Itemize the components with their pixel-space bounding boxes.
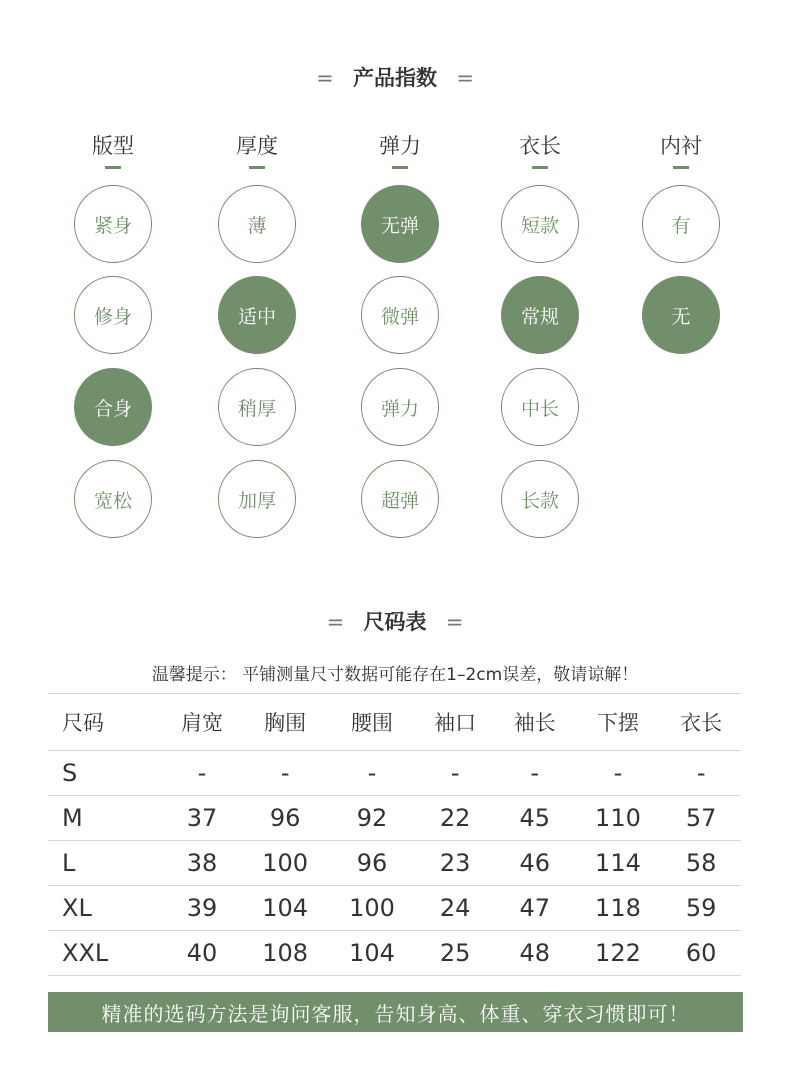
- table-cell: 104: [329, 931, 416, 976]
- column-heading: [53, 130, 173, 169]
- option-circle: 弹力: [361, 368, 439, 446]
- table-cell: 118: [575, 886, 662, 931]
- option-circle: 加厚: [218, 460, 296, 538]
- option-circle: 稍厚: [218, 368, 296, 446]
- size-table-header-cell: 袖口: [415, 694, 495, 751]
- table-cell: M: [48, 796, 162, 841]
- size-table-header-cell: 肩宽: [162, 694, 242, 751]
- table-cell: 48: [495, 931, 575, 976]
- option-circle: 常规: [501, 276, 579, 354]
- table-cell: S: [48, 751, 162, 796]
- size-table-header-cell: 袖长: [495, 694, 575, 751]
- size-table-header-cell: 胸围: [242, 694, 329, 751]
- option-circle: 短款: [501, 185, 579, 263]
- table-cell: 47: [495, 886, 575, 931]
- option-circle: 无弹: [361, 185, 439, 263]
- product-index-title: [0, 62, 790, 92]
- table-cell: -: [415, 751, 495, 796]
- table-cell: XL: [48, 886, 162, 931]
- table-cell: 46: [495, 841, 575, 886]
- table-cell: XXL: [48, 931, 162, 976]
- table-row: [48, 841, 741, 886]
- table-cell: 40: [162, 931, 242, 976]
- table-cell: -: [329, 751, 416, 796]
- table-cell: 58: [661, 841, 741, 886]
- column-heading: [621, 130, 741, 169]
- option-circle: 适中: [218, 276, 296, 354]
- option-circle: 修身: [74, 276, 152, 354]
- column-heading: [197, 130, 317, 169]
- table-cell: 104: [242, 886, 329, 931]
- table-cell: 60: [661, 931, 741, 976]
- size-table-header-cell: 下摆: [575, 694, 662, 751]
- column-heading-label: 厚度: [236, 134, 278, 158]
- option-circle: 宽松: [74, 460, 152, 538]
- table-cell: 108: [242, 931, 329, 976]
- size-table-header-cell: 衣长: [661, 694, 741, 751]
- option-circle: 紧身: [74, 185, 152, 263]
- title-deco-left: =: [326, 610, 345, 634]
- option-circle: 薄: [218, 185, 296, 263]
- option-circle: 超弹: [361, 460, 439, 538]
- heading-underline: [105, 166, 121, 169]
- option-circle: 有: [642, 185, 720, 263]
- size-chart-title: [0, 606, 790, 636]
- title-deco-right: =: [456, 66, 474, 90]
- table-cell: 100: [242, 841, 329, 886]
- column-heading-label: 弹力: [379, 134, 421, 158]
- table-cell: L: [48, 841, 162, 886]
- table-cell: 110: [575, 796, 662, 841]
- table-row: [48, 886, 741, 931]
- table-cell: -: [575, 751, 662, 796]
- table-cell: 122: [575, 931, 662, 976]
- table-cell: -: [661, 751, 741, 796]
- size-chart-title-text: 尺码表: [363, 610, 427, 634]
- heading-underline: [532, 166, 548, 169]
- heading-underline: [392, 166, 408, 169]
- table-cell: 22: [415, 796, 495, 841]
- table-cell: -: [495, 751, 575, 796]
- table-cell: 38: [162, 841, 242, 886]
- column-heading: [480, 130, 600, 169]
- table-cell: 59: [661, 886, 741, 931]
- table-cell: 45: [495, 796, 575, 841]
- column-heading-label: 版型: [92, 134, 134, 158]
- table-cell: 24: [415, 886, 495, 931]
- title-deco-left: =: [316, 66, 334, 90]
- option-circle: 微弹: [361, 276, 439, 354]
- table-cell: -: [162, 751, 242, 796]
- column-heading-label: 内衬: [660, 134, 702, 158]
- size-table: [48, 693, 741, 976]
- table-cell: 37: [162, 796, 242, 841]
- table-row: [48, 931, 741, 976]
- table-cell: 57: [661, 796, 741, 841]
- column-heading-label: 衣长: [519, 134, 561, 158]
- option-circle: 长款: [501, 460, 579, 538]
- table-cell: 114: [575, 841, 662, 886]
- table-cell: 39: [162, 886, 242, 931]
- table-row: [48, 751, 741, 796]
- option-circle: 无: [642, 276, 720, 354]
- measurement-tip: 温馨提示： 平铺测量尺寸数据可能存在1–2cm误差，敬请谅解！: [151, 665, 639, 685]
- size-table-header-cell: 尺码: [48, 694, 162, 751]
- table-cell: 100: [329, 886, 416, 931]
- heading-underline: [673, 166, 689, 169]
- product-index-title-text: 产品指数: [353, 66, 437, 90]
- table-cell: -: [242, 751, 329, 796]
- size-table-header: [48, 694, 741, 751]
- table-row: [48, 796, 741, 841]
- table-cell: 96: [242, 796, 329, 841]
- table-cell: 96: [329, 841, 416, 886]
- advice-banner: 精准的选码方法是询问客服，告知身高、体重、穿衣习惯即可！: [48, 992, 743, 1032]
- option-circle: 合身: [74, 368, 152, 446]
- column-heading: [340, 130, 460, 169]
- heading-underline: [249, 166, 265, 169]
- option-circle: 中长: [501, 368, 579, 446]
- size-table-header-cell: 腰围: [329, 694, 416, 751]
- table-cell: 25: [415, 931, 495, 976]
- table-cell: 23: [415, 841, 495, 886]
- title-deco-right: =: [445, 610, 464, 634]
- table-cell: 92: [329, 796, 416, 841]
